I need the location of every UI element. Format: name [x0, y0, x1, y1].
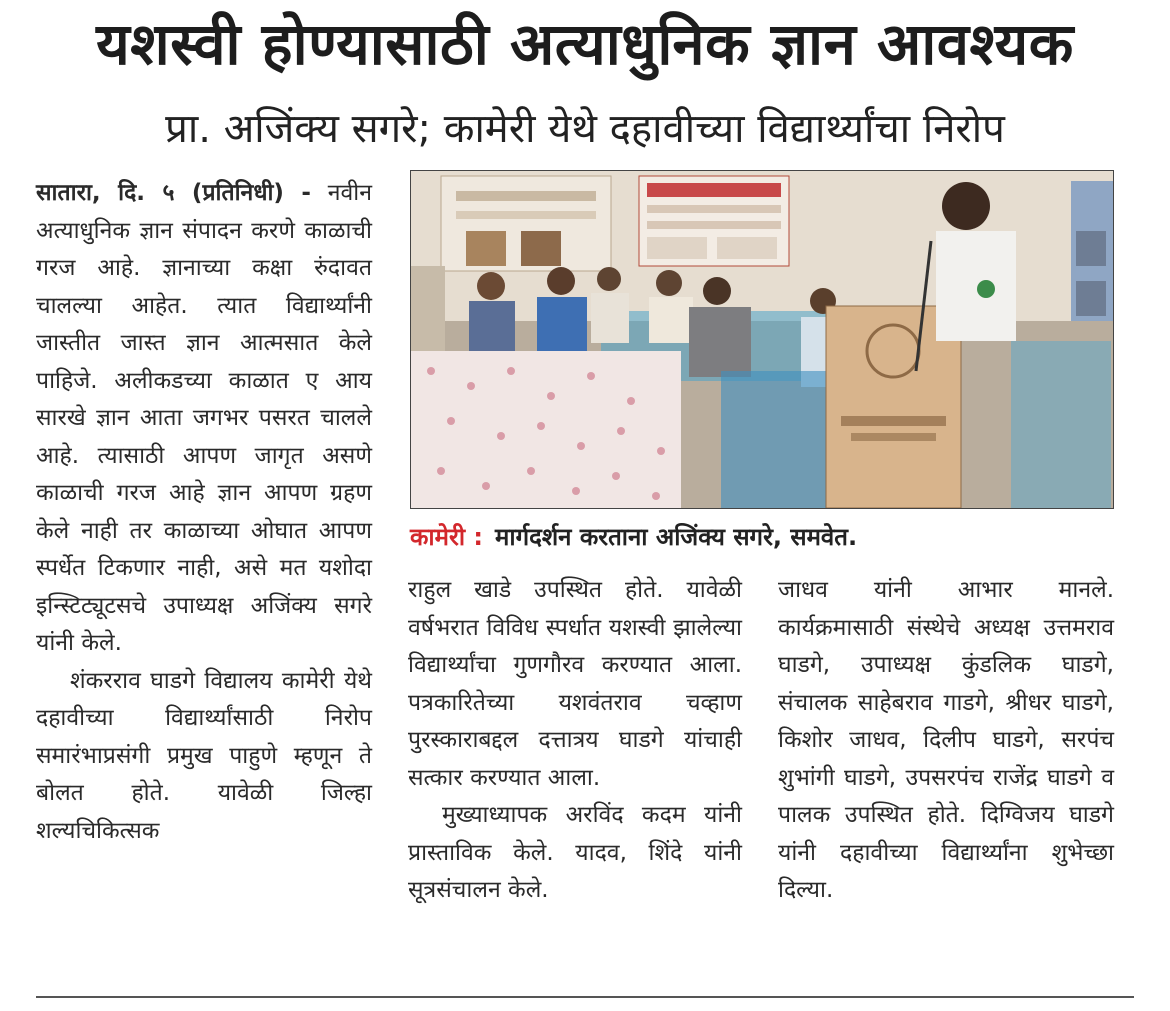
paragraph-1-text: नवीन अत्याधुनिक ज्ञान संपादन करणे काळाची गरज आहे. ज्ञानाच्या कक्षा रुंदावत चालल्या आहेत. त्यात विद्यार्थ्यांनी जास्तीत जास्त ज्ञान आत्मसात केले पाहिजे. अलीकडच्या काळात ए आय सारखे ज्ञान आता जगभर पसरत चालले आहे. त्यासाठी आपण जागृत असणे काळाची गरज आहे ज्ञान आपण ग्रहण केले नाही तर काळाच्या ओघात आपण स्पर्धेत टिकणार नाही, असे मत यशोदा इन्स्टिट्यूटसचे उपाध्यक्ष अजिंक्य सगरे यांनी केले. [36, 180, 373, 656]
paragraph-5: जाधव यांनी आभार मानले. कार्यक्रमासाठी संस्थेचे अध्यक्ष उत्तमराव घाडगे, उपाध्यक्ष कुंडलिक घाडगे, संचालक साहेबराव गाडगे, श्रीधर घाडगे, किशोर जाधव, दिलीप घाडगे, सरपंच शुभांगी घाडगे, उपसरपंच राजेंद्र घाडगे व पालक उपस्थित होते. दिग्विजय घाडगे यांनी दहावीच्या विद्यार्थ्यांना शुभेच्छा दिल्या. [778, 577, 1114, 903]
paragraph-4: मुख्याध्यापक अरविंद कदम यांनी प्रास्ताविक केले. यादव, शिंदे यांनी सूत्रसंचालन केले. [408, 802, 742, 903]
article-column-3 [778, 572, 1114, 910]
event-photo-illustration [411, 171, 1113, 508]
dateline: सातारा, दि. ५ (प्रतिनिधी) - [36, 180, 311, 206]
paragraph-3: राहुल खाडे उपस्थित होते. यावेळी वर्षभरात विविध स्पर्धात यशस्वी झालेल्या विद्यार्थ्यांचा गुणगौरव करण्यात आला. पत्रकारितेच्या यशवंतराव चव्हाण पुरस्काराबद्दल दत्तात्रय घाडगे यांचाही सत्कार करण्यात आला. [408, 577, 742, 791]
article-column-1 [36, 175, 372, 850]
paragraph-2: शंकरराव घाडगे विद्यालय कामेरी येथे दहावीच्या विद्यार्थ्यांसाठी निरोप समारंभाप्रसंगी प्रमुख पाहुणे म्हणून ते बोलत होते. यावेळी जिल्हा शल्यचिकित्सक [36, 667, 372, 844]
subheadline: प्रा. अजिंक्य सगरे; कामेरी येथे दहावीच्या विद्यार्थ्यांचा निरोप [165, 106, 1005, 152]
headline: यशस्वी होण्यासाठी अत्याधुनिक ज्ञान आवश्यक [96, 10, 1074, 78]
event-photo [410, 170, 1114, 509]
photo-caption [410, 520, 1112, 553]
paragraph-intro [36, 175, 372, 663]
bottom-divider [36, 996, 1134, 998]
article-column-2 [408, 572, 742, 910]
caption-place: कामेरी : [410, 523, 483, 551]
caption-text: मार्गदर्शन करताना अजिंक्य सगरे, समवेत. [495, 523, 858, 551]
